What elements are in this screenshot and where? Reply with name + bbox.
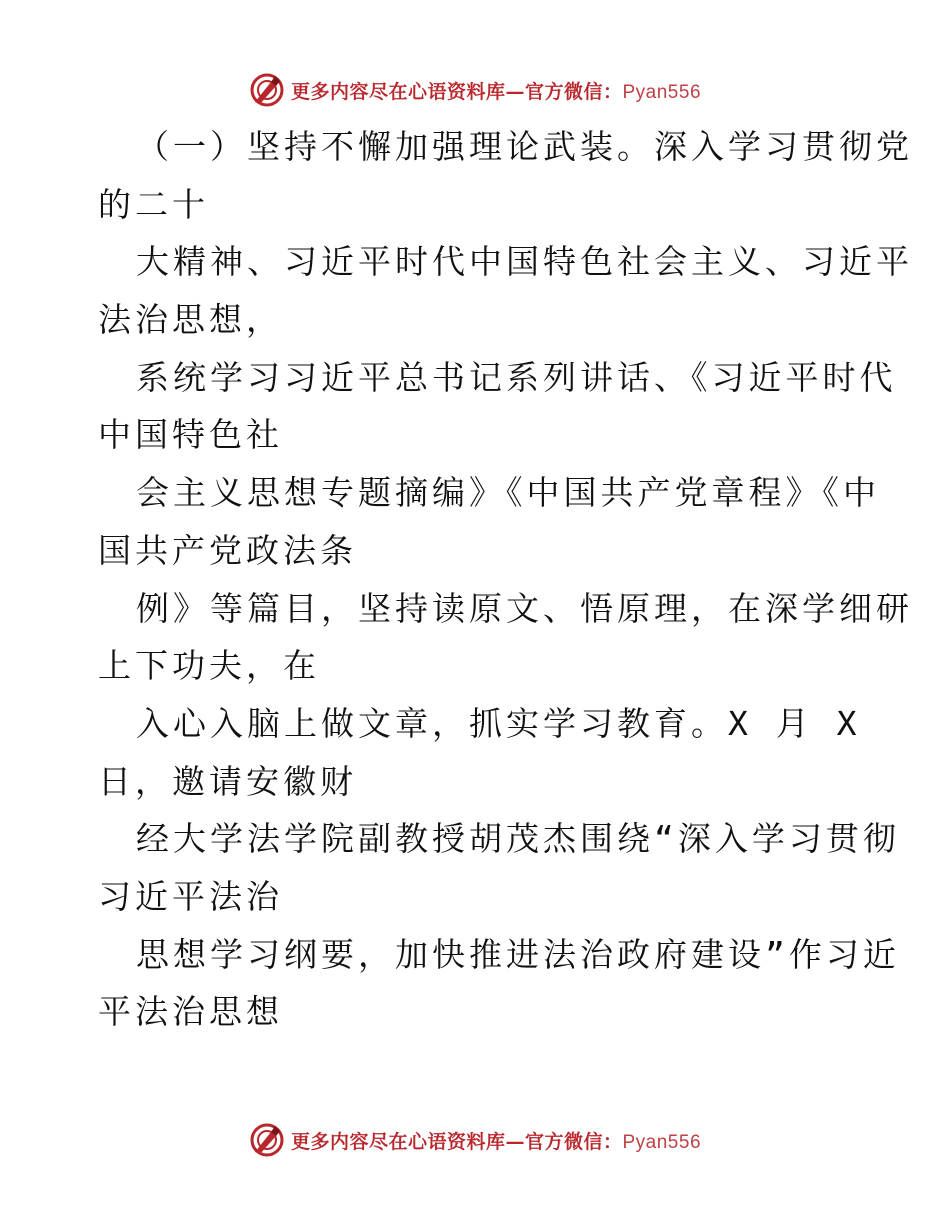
pen-logo-icon: [249, 1122, 285, 1158]
footer-watermark: [0, 1120, 950, 1160]
text-line: 的二十: [98, 184, 209, 224]
text-line: 法治思想，: [98, 300, 283, 340]
text-line: 思想学习纲要，加快推进法治政府建设”作习近: [136, 934, 900, 974]
watermark-text: 更多内容尽在心语资料库—官方微信：Pyan556: [290, 1130, 702, 1153]
document-body: [98, 118, 913, 1041]
watermark-handle: Pyan556: [622, 1131, 702, 1153]
text-line: （一）坚持不懈加强理论武装。深入学习贯彻党: [136, 127, 913, 166]
text-line: 例》等篇目，坚持读原文、悟原理，在深学细研: [136, 588, 913, 628]
watermark-handle: Pyan556: [622, 81, 702, 103]
text-line: 中国特色社: [98, 415, 283, 455]
pen-logo-icon: [249, 72, 285, 108]
text-line: 入心入脑上做文章，抓实学习教育。X 月 X: [136, 703, 861, 743]
text-line: 大精神、习近平时代中国特色社会主义、习近平: [136, 242, 913, 282]
watermark-text: 更多内容尽在心语资料库—官方微信：Pyan556: [290, 80, 702, 103]
text-line: 国共产党政法条: [98, 530, 357, 570]
header-watermark: [0, 70, 950, 110]
text-line: 上下功夫，在: [98, 646, 320, 686]
text-line: 习近平法治: [98, 876, 283, 916]
text-line: 日，邀请安徽财: [98, 761, 357, 801]
text-line: 会主义思想专题摘编》《中国共产党章程》《中: [136, 473, 880, 513]
text-line: 经大学法学院副教授胡茂杰围绕“深入学习贯彻: [136, 819, 900, 859]
text-line: 系统学习习近平总书记系列讲话、《习近平时代: [136, 357, 897, 397]
text-line: 平法治思想: [98, 992, 283, 1032]
